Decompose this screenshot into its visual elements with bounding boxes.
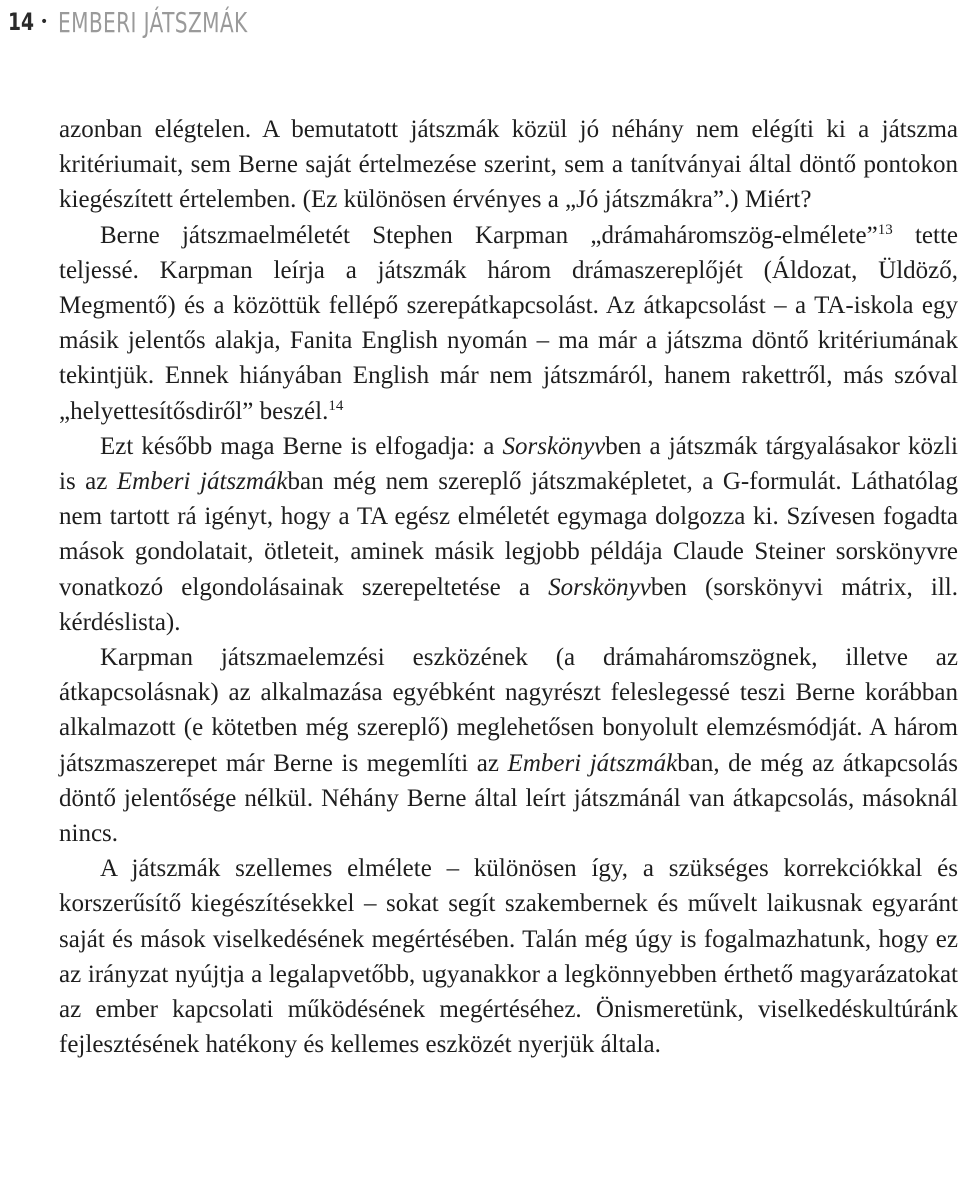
footnote-ref: 13 — [877, 221, 893, 238]
italic-title: Sorskönyv — [548, 573, 651, 601]
text-run: ban még nem szereplő játszmaképletet, a G-formulát. Láthatólag nem tartott rá igényt, hogy a TA egész elméletét egymaga dolgozza ki. Szívesen fogadta mások gondolatait, ötleteit, aminek másik legjobb példája Claude Steiner sorskönyvre vonatkozó elgondolásainak szerepeltetése a — [59, 468, 958, 601]
text-run: Karpman játszmaelemzési eszközének (a drámaháromszögnek, illetve az átkapcsolásnak) az alkalmazása egyébként nagyrészt feleslegessé teszi Berne korábban alkalmazott (e kötetben még szereplő) meglehetősen bonyolult elemzésmódját. A három játszmaszerepet már Berne is megemlíti az — [59, 644, 958, 777]
italic-title: Sorskönyv — [502, 432, 606, 460]
paragraph — [59, 851, 958, 1062]
text-run: ben (sorskönyvi mátrix, ill. kérdéslista). — [59, 573, 958, 636]
header-bullet: • — [40, 14, 49, 30]
paragraph — [59, 429, 958, 640]
running-header — [8, 2, 322, 42]
paragraph — [59, 218, 958, 429]
text-run: ben a játszmák tárgyalásakor közli is az — [59, 432, 958, 496]
text-run: azonban elégtelen. A bemutatott játszmák közül jó néhány nem elégíti ki a játszma kritériumait, sem Berne saját értelmezése szerint, sem a tanítványai által döntő pontokon kiegészített értelemben. (Ez különösen érvényes a „Jó játszmákra”.) Miért? — [59, 116, 958, 214]
running-title: EMBERI JÁTSZMÁK — [58, 5, 248, 39]
text-run: tette teljessé. Karpman leírja a játszmák három drámaszereplőjét (Áldozat, Üldöző, Megmentő) és a közöttük fellépő szerepátkapcsolást. Az átkapcsolást – a TA-iskola egy másik jelentős alakja, Fanita English nyomán – ma már a játszma döntő kritériumának tekintjük. Ennek hiányában English már nem játszmáról, hanem rakettről, más szóval „helyettesítősdiről” beszél. — [59, 221, 958, 425]
text-run: Ezt később maga Berne is elfogadja: a — [100, 432, 503, 460]
text-run: Berne játszmaelméletét Stephen Karpman „drámaháromszög-elmélete” — [100, 221, 878, 249]
body-text — [59, 112, 958, 1062]
footnote-ref: 14 — [328, 397, 344, 414]
paragraph — [59, 640, 958, 851]
text-run: ban, de még az átkapcsolás döntő jelentősége nélkül. Néhány Berne által leírt játszmánál van átkapcsolás, másoknál nincs. — [59, 749, 958, 848]
italic-title: Emberi játszmák — [116, 468, 288, 496]
paragraph-continued — [59, 112, 958, 218]
text-run: A játszmák szellemes elmélete – különösen így, a szükséges korrekciókkal és korszerűsítő kiegészítésekkel – sokat segít szakembernek és művelt laikusnak egyaránt saját és mások viselkedésének megértésében. Talán még úgy is fogalmazhatunk, hogy ez az irányzat nyújtja a legalapvetőbb, ugyanakkor a legkönnyebben érthető magyarázatokat az ember kapcsolati működésének megértéséhez. Önismeretünk, viselkedéskultúránk fejlesztésének hatékony és kellemes eszközét nyerjük általa. — [59, 855, 958, 1059]
page-number: 14 — [8, 8, 35, 36]
italic-title: Emberi játszmák — [507, 749, 678, 777]
